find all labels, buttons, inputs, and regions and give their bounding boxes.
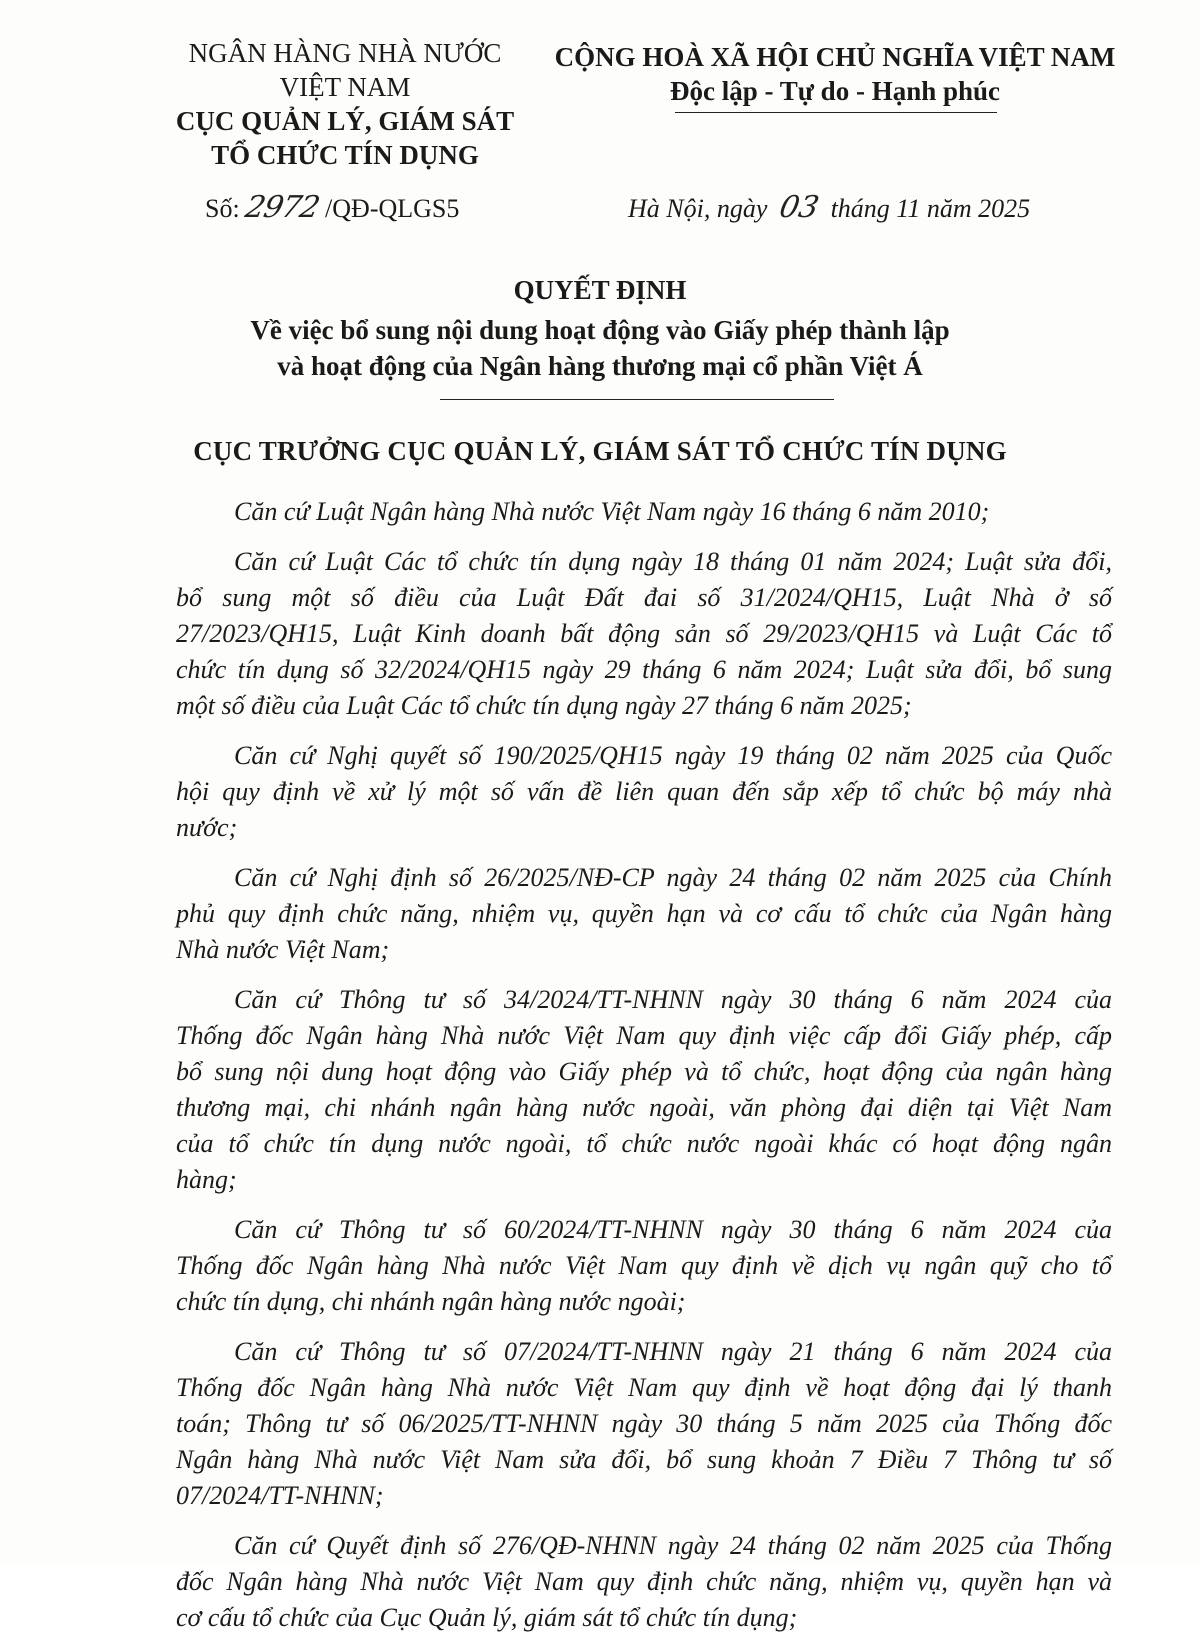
paragraph-line: bổ sung một số điều của Luật Đất đai số 31/2024/QH15, Luật Nhà ở số [176, 583, 1112, 612]
paragraph-line: chức tín dụng, chi nhánh ngân hàng nước ngoài; [176, 1287, 686, 1316]
motto-underline [675, 112, 997, 113]
legal-basis-paragraph [176, 1212, 1112, 1320]
paragraph-line: đốc Ngân hàng Nhà nước Việt Nam quy định chức năng, nhiệm vụ, quyền hạn và [176, 1567, 1112, 1596]
paragraph-line: Căn cứ Thông tư số 07/2024/TT-NHNN ngày 21 tháng 6 năm 2024 của [234, 1337, 1112, 1366]
paragraph-line: nước; [176, 813, 238, 842]
legal-basis-paragraph [176, 738, 1112, 846]
national-header [540, 40, 1130, 108]
title-underline [440, 399, 834, 400]
subtitle-line-1: Về việc bổ sung nội dung hoạt động vào Giấy phép thành lập [250, 315, 950, 345]
legal-basis-paragraph [176, 544, 1112, 724]
date-suffix: tháng 11 năm 2025 [830, 194, 1031, 223]
paragraph-line: Căn cứ Luật Ngân hàng Nhà nước Việt Nam ngày 16 tháng 6 năm 2010; [234, 497, 990, 526]
paragraph-line: phủ quy định chức năng, nhiệm vụ, quyền hạn và cơ cấu tổ chức của Ngân hàng [176, 899, 1112, 928]
agency-line-1: NGÂN HÀNG NHÀ NƯỚC [188, 38, 502, 68]
paragraph-line: bổ sung nội dung hoạt động vào Giấy phép và tổ chức, hoạt động của ngân hàng [176, 1057, 1112, 1086]
place-date-prefix: Hà Nội, ngày [628, 194, 768, 223]
decision-subtitle [0, 312, 1200, 384]
legal-basis [176, 494, 1112, 1650]
paragraph-line: Ngân hàng Nhà nước Việt Nam sửa đổi, bổ sung khoản 7 Điều 7 Thông tư số [176, 1445, 1112, 1474]
paragraph-line: chức tín dụng số 32/2024/QH15 ngày 29 tháng 6 năm 2024; Luật sửa đổi, bổ sung [176, 655, 1112, 684]
paragraph-line: một số điều của Luật Các tổ chức tín dụng ngày 27 tháng 6 năm 2025; [176, 691, 912, 720]
legal-basis-paragraph [176, 860, 1112, 968]
agency-line-2: VIỆT NAM [279, 72, 411, 102]
paragraph-line: toán; Thông tư số 06/2025/TT-NHNN ngày 30 tháng 5 năm 2025 của Thống đốc [176, 1409, 1112, 1438]
agency-line-3: CỤC QUẢN LÝ, GIÁM SÁT [175, 106, 515, 136]
paragraph-line: của tổ chức tín dụng nước ngoài, tổ chức nước ngoài khác có hoạt động ngân [176, 1129, 1112, 1158]
place-date [628, 190, 1030, 225]
document-number [205, 190, 459, 225]
paragraph-line: Căn cứ Quyết định số 276/QĐ-NHNN ngày 24 tháng 02 năm 2025 của Thống [234, 1531, 1112, 1560]
country-name: CỘNG HOÀ XÃ HỘI CHỦ NGHĨA VIỆT NAM [554, 42, 1116, 72]
paragraph-line: 27/2023/QH15, Luật Kinh doanh bất động sản số 29/2023/QH15 và Luật Các tổ [176, 619, 1112, 648]
paragraph-line: Thống đốc Ngân hàng Nhà nước Việt Nam quy định về hoạt động đại lý thanh [176, 1373, 1112, 1402]
legal-basis-paragraph [176, 1528, 1112, 1636]
paragraph-line: Thống đốc Ngân hàng Nhà nước Việt Nam quy định việc cấp đổi Giấy phép, cấp [176, 1021, 1112, 1050]
paragraph-line: Căn cứ Thông tư số 34/2024/TT-NHNN ngày 30 tháng 6 năm 2024 của [234, 985, 1112, 1014]
paragraph-line: cơ cấu tổ chức của Cục Quản lý, giám sát tổ chức tín dụng; [176, 1603, 798, 1632]
legal-basis-paragraph [176, 1334, 1112, 1514]
paragraph-line: hàng; [176, 1165, 237, 1194]
national-motto: Độc lập - Tự do - Hạnh phúc [669, 76, 1001, 106]
paragraph-line: thương mại, chi nhánh ngân hàng nước ngoài, văn phòng đại diện tại Việt Nam [176, 1093, 1112, 1122]
paragraph-line: hội quy định về xử lý một số vấn đề liên quan đến sắp xếp tổ chức bộ máy nhà [176, 777, 1112, 806]
paragraph-line: Căn cứ Nghị quyết số 190/2025/QH15 ngày 19 tháng 02 năm 2025 của Quốc [234, 741, 1112, 770]
number-label: Số: [205, 194, 240, 223]
paragraph-line: Nhà nước Việt Nam; [176, 935, 390, 964]
agency-line-4: TỔ CHỨC TÍN DỤNG [211, 140, 479, 170]
handwritten-number: 2972 [242, 190, 323, 225]
paragraph-line: 07/2024/TT-NHNN; [176, 1481, 384, 1510]
legal-basis-paragraph [176, 982, 1112, 1198]
number-suffix: /QĐ-QLGS5 [325, 194, 460, 223]
paragraph-line: Căn cứ Nghị định số 26/2025/NĐ-CP ngày 24 tháng 02 năm 2025 của Chính [234, 863, 1112, 892]
decision-title: QUYẾT ĐỊNH [513, 275, 687, 305]
paragraph-line: Căn cứ Thông tư số 60/2024/TT-NHNN ngày 30 tháng 6 năm 2024 của [234, 1215, 1112, 1244]
subtitle-line-2: và hoạt động của Ngân hàng thương mại cổ phần Việt Á [277, 351, 923, 381]
paragraph-line: Thống đốc Ngân hàng Nhà nước Việt Nam quy định về dịch vụ ngân quỹ cho tổ [176, 1251, 1112, 1280]
paragraph-line: Căn cứ Luật Các tổ chức tín dụng ngày 18 tháng 01 năm 2024; Luật sửa đổi, [234, 547, 1112, 576]
legal-basis-paragraph [176, 494, 1112, 530]
handwritten-day: 03 [776, 190, 822, 225]
issuing-agency [150, 36, 540, 172]
issuing-authority: CỤC TRƯỞNG CỤC QUẢN LÝ, GIÁM SÁT TỔ CHỨC TÍN DỤNG [193, 436, 1007, 466]
